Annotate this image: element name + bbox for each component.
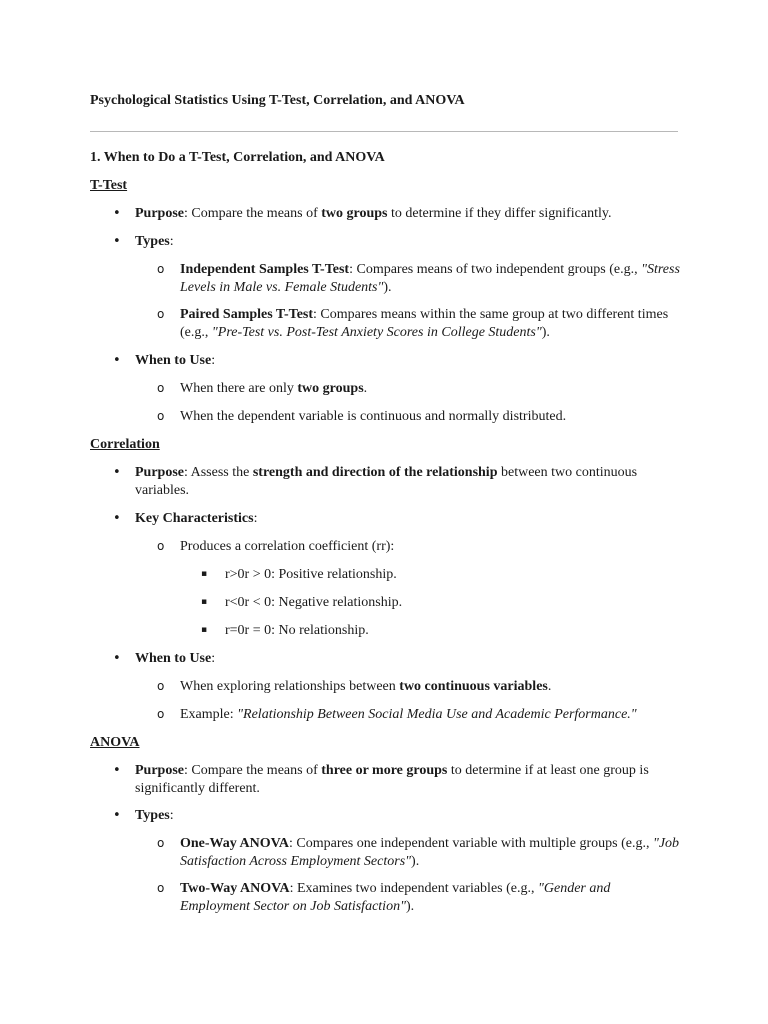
label: Purpose — [135, 206, 184, 221]
square-marker: ▪ — [201, 597, 208, 607]
correlation-positive-item — [201, 566, 680, 584]
text: Example: — [180, 707, 238, 722]
ttest-types-item — [113, 233, 680, 251]
emphasis: two groups — [321, 206, 388, 221]
circle-marker: o — [157, 262, 165, 276]
anova-heading: ANOVA — [90, 735, 140, 750]
text: : Compare the means of — [184, 206, 322, 221]
correlation-purpose-item — [113, 464, 680, 500]
circle-marker: o — [157, 679, 165, 693]
text: : — [169, 808, 174, 823]
circle-marker: o — [157, 307, 165, 321]
correlation-key-item — [113, 510, 680, 528]
text: . — [547, 679, 552, 694]
text: to determine if at least one group is significantly different. — [135, 763, 649, 796]
ttest-when-2-item — [157, 408, 680, 426]
example: "Stress Levels in Male vs. Female Students" — [180, 262, 680, 295]
correlation-when-item — [113, 650, 680, 668]
text: ). — [405, 899, 415, 914]
emphasis: strength and direction of the relationship — [252, 465, 498, 480]
correlation-heading: Correlation — [90, 437, 160, 452]
example: "Relationship Between Social Media Use and Academic Performance." — [237, 707, 637, 722]
bullet-marker: • — [113, 808, 121, 823]
text: : Compares means of two independent groups (e.g., — [349, 262, 642, 277]
text: to determine if they differ significantly. — [387, 206, 612, 221]
bullet-marker: • — [113, 511, 121, 526]
emphasis: three or more groups — [321, 763, 448, 778]
label: Independent Samples T-Test — [180, 262, 350, 277]
anova-types-item — [113, 807, 680, 825]
label: Key Characteristics — [135, 511, 254, 526]
text: ). — [411, 854, 420, 869]
correlation-when-2-item — [157, 706, 680, 724]
circle-marker: o — [157, 381, 165, 395]
ttest-heading: T-Test — [90, 178, 128, 193]
ttest-independent-item — [157, 261, 680, 297]
section-heading: 1. When to Do a T-Test, Correlation, and ANOVA — [90, 150, 385, 165]
correlation-coefficient-item — [157, 538, 680, 556]
ttest-when-1-item — [157, 380, 680, 398]
text: . — [363, 381, 368, 396]
text: : — [169, 234, 174, 249]
label: Paired Samples T-Test — [180, 307, 314, 322]
anova-twoway-item — [157, 880, 680, 916]
horizontal-rule — [90, 131, 678, 132]
label: When to Use — [135, 353, 212, 368]
label: Types — [135, 808, 170, 823]
text: When the dependent variable is continuous and normally distributed. — [180, 409, 567, 424]
correlation-when-1-item — [157, 678, 680, 696]
emphasis: two continuous variables — [399, 679, 548, 694]
example: "Job Satisfaction Across Employment Sectors" — [180, 836, 680, 869]
label: Two-Way ANOVA — [180, 881, 290, 896]
circle-marker: o — [157, 409, 165, 423]
label: When to Use — [135, 651, 212, 666]
circle-marker: o — [157, 881, 165, 895]
text: : — [253, 511, 258, 526]
bullet-marker: • — [113, 763, 121, 778]
text: When exploring relationships between — [180, 679, 400, 694]
correlation-none-item — [201, 622, 680, 640]
bullet-marker: • — [113, 651, 121, 666]
bullet-marker: • — [113, 206, 121, 221]
correlation-negative-item — [201, 594, 680, 612]
text: between two continuous variables. — [135, 465, 638, 498]
ttest-when-item — [113, 352, 680, 370]
circle-marker: o — [157, 539, 165, 553]
example: "Pre-Test vs. Post-Test Anxiety Scores in College Students" — [211, 325, 542, 340]
label: Purpose — [135, 763, 184, 778]
text: When there are only — [180, 381, 298, 396]
text: Produces a correlation coefficient (rr): — [180, 539, 395, 554]
circle-marker: o — [157, 836, 165, 850]
text: ). — [541, 325, 550, 340]
document-title: Psychological Statistics Using T-Test, Correlation, and ANOVA — [90, 93, 465, 108]
text: r>0r > 0: Positive relationship. — [225, 567, 397, 582]
text: ). — [383, 280, 392, 295]
example: "Gender and Employment Sector on Job Satisfaction" — [180, 881, 611, 914]
bullet-marker: • — [113, 465, 121, 480]
text: : Compares means within the same group at two different times (e.g., — [180, 307, 669, 340]
label: One-Way ANOVA — [180, 836, 290, 851]
bullet-marker: • — [113, 353, 121, 368]
text: : — [211, 651, 216, 666]
square-marker: ▪ — [201, 569, 208, 579]
text: : Assess the — [184, 465, 253, 480]
square-marker: ▪ — [201, 625, 208, 635]
text: : Examines two independent variables (e.g., — [289, 881, 538, 896]
anova-oneway-item — [157, 835, 680, 871]
text: : Compares one independent variable with multiple groups (e.g., — [289, 836, 653, 851]
label: Types — [135, 234, 170, 249]
ttest-purpose-item — [113, 205, 680, 223]
bullet-marker: • — [113, 234, 121, 249]
emphasis: two groups — [297, 381, 364, 396]
ttest-paired-item — [157, 306, 680, 342]
text: : Compare the means of — [184, 763, 322, 778]
text: r<0r < 0: Negative relationship. — [225, 595, 403, 610]
text: : — [211, 353, 216, 368]
text: r=0r = 0: No relationship. — [225, 623, 369, 638]
anova-purpose-item — [113, 762, 680, 798]
circle-marker: o — [157, 707, 165, 721]
label: Purpose — [135, 465, 184, 480]
